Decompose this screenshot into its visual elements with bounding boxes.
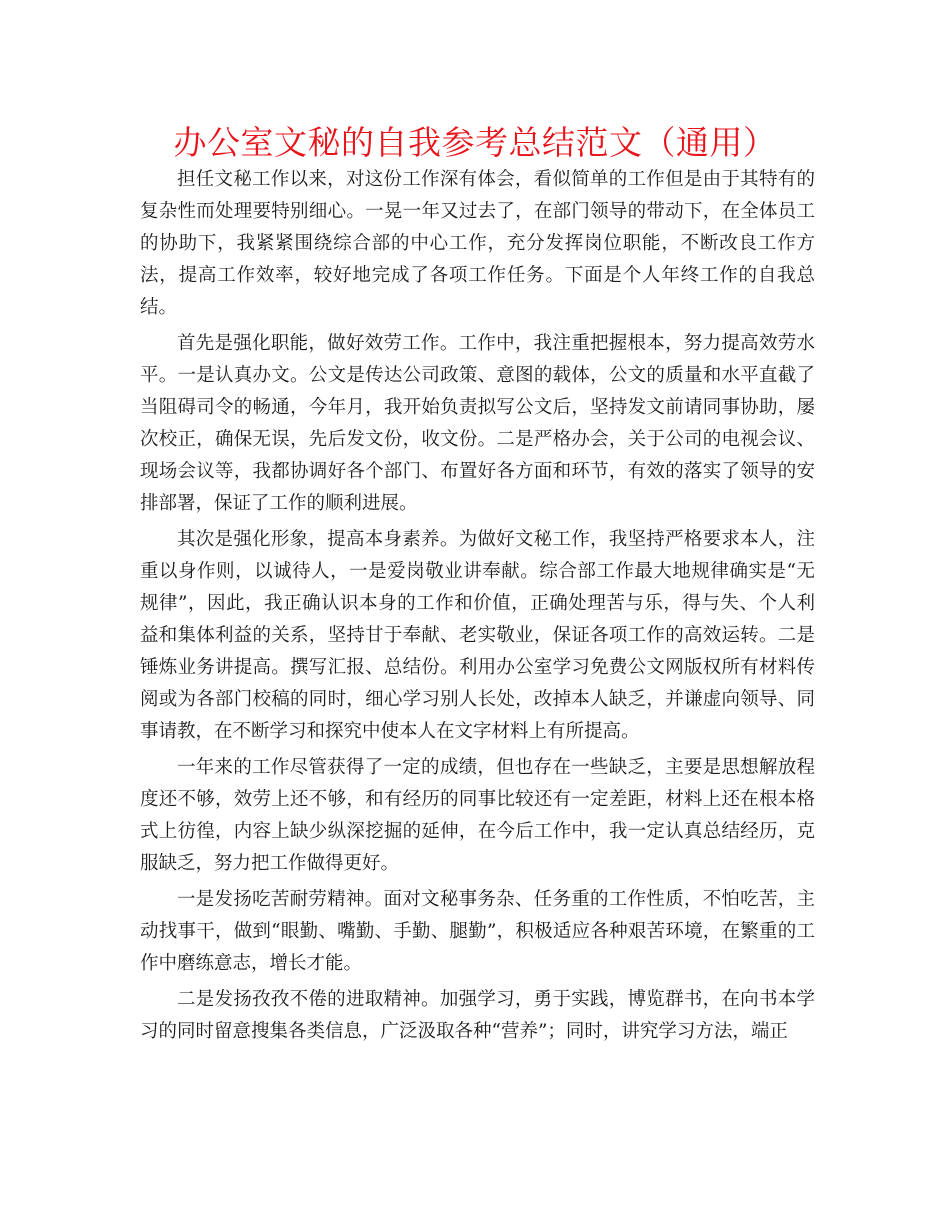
- paragraph-intro: 担任文秘工作以来，对这份工作深有体会，看似简单的工作但是由于其特有的复杂性而处理要特别细心。一晃一年又过去了，在部门领导的带动下，在全体员工的协助下，我紧紧围绕综合部的中心工作，充分发挥岗位职能，不断改良工作方法，提高工作效率，较好地完成了各项工作任务。下面是个人年终工作的自我总结。: [140, 169, 815, 318]
- paragraph-progress: 二是发扬孜孜不倦的进取精神。加强学习，勇于实践，博览群书，在向书本学习的同时留意搜集各类信息，广泛汲取各种“营养”；同时，讲究学习方法，端正: [140, 989, 815, 1042]
- document-body: [140, 164, 815, 1052]
- paragraph-image: 其次是强化形象，提高本身素养。为做好文秘工作，我坚持严格要求本人，注重以身作则，以诚待人，一是爱岗敬业讲奉献。综合部工作最大地规律确实是“无规律”，因此，我正确认识本身的工作和价值，正确处理苦与乐，得与失、个人利益和集体利益的关系，坚持甘于奉献、老实敬业，保证各项工作的高效运转。二是锤炼业务讲提高。撰写汇报、总结份。利用办公室学习免费公文网版权所有材料传阅或为各部门校稿的同时，细心学习别人长处，改掉本人缺乏，并谦虚向领导、同事请教，在不断学习和探究中使本人在文字材料上有所提高。: [140, 529, 815, 742]
- paragraph-duty: 首先是强化职能，做好效劳工作。工作中，我注重把握根本，努力提高效劳水平。一是认真办文。公文是传达公司政策、意图的载体，公文的质量和水平直截了当阻碍司令的畅通，今年月，我开始负责拟写公文后，坚持发文前请同事协助，屡次校正，确保无误，先后发文份，收文份。二是严格办会，关于公司的电视会议、现场会议等，我都协调好各个部门、布置好各方面和环节，有效的落实了领导的安排部署，保证了工作的顺利进展。: [140, 333, 815, 514]
- paragraph-shortcomings: 一年来的工作尽管获得了一定的成绩，但也存在一些缺乏，主要是思想解放程度还不够，效劳上还不够，和有经历的同事比较还有一定差距，材料上还在根本格式上彷徨，内容上缺少纵深挖掘的延伸，在今后工作中，我一定认真总结经历，克服缺乏，努力把工作做得更好。: [140, 757, 815, 874]
- paragraph-hardwork: 一是发扬吃苦耐劳精神。面对文秘事务杂、任务重的工作性质，不怕吃苦，主动找事干，做到“眼勤、嘴勤、手勤、腿勤”，积极适应各种艰苦环境，在繁重的工作中磨练意志，增长才能。: [140, 889, 815, 974]
- document-title: 办公室文秘的自我参考总结范文（通用）: [173, 123, 777, 162]
